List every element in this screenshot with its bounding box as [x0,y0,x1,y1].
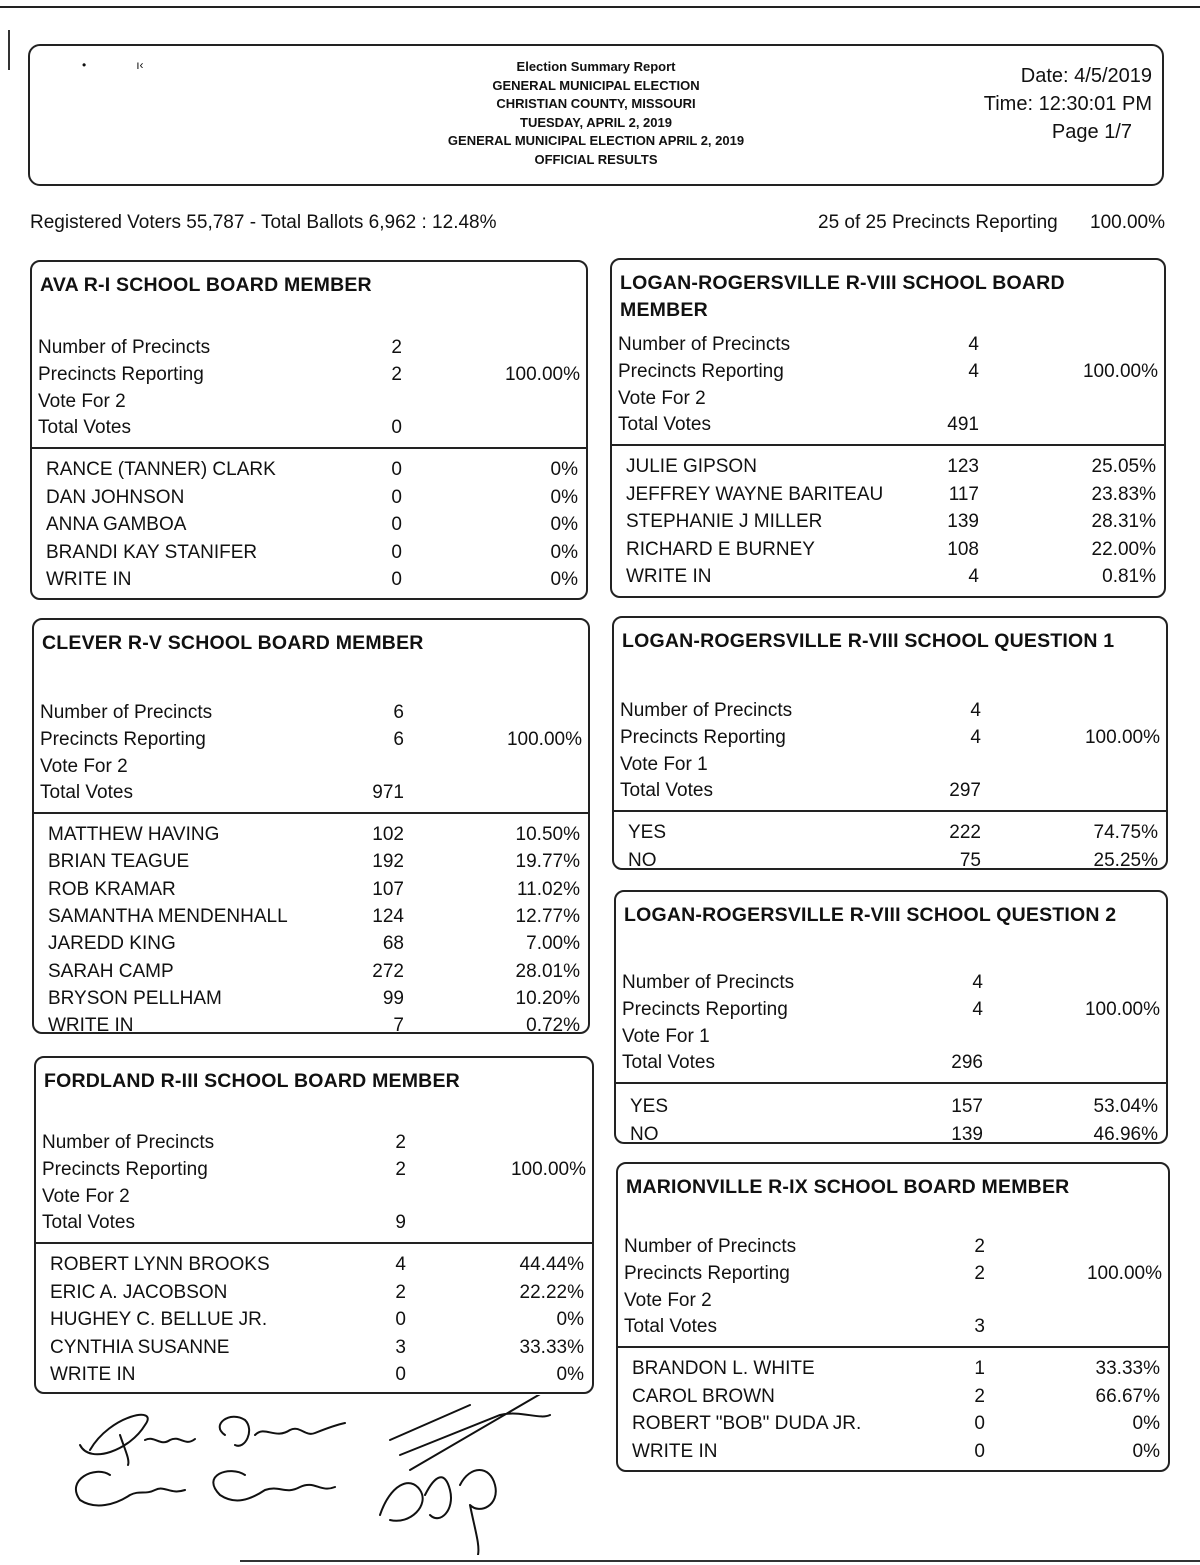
candidate-votes: 192 [372,851,404,873]
candidate-name: WRITE IN [48,1015,134,1037]
number-of-precincts-row [612,332,1164,358]
candidate-votes: 139 [951,1123,983,1145]
contest-box [612,616,1168,870]
candidate-name: DAN JOHNSON [46,486,185,508]
candidate-votes: 3 [395,1336,406,1358]
scan-mark [8,30,10,70]
contest-title [626,1174,1069,1201]
header-line: GENERAL MUNICIPAL ELECTION [492,77,700,93]
vote-for-row [612,386,1164,412]
precincts-reporting-percent: 100.00% [1084,999,1160,1020]
candidate-name: YES [628,822,667,843]
vote-for-row [34,754,588,780]
candidate-name: ANNA GAMBOA [46,514,187,535]
candidate-name: BRIAN TEAGUE [48,851,190,873]
candidate-votes: 117 [948,483,979,505]
total-votes-value: 297 [949,780,981,801]
number-of-precincts-label: Number of Precincts [624,1236,797,1257]
candidate-votes: 108 [947,538,979,560]
candidate-votes: 2 [395,1281,406,1303]
candidate-name: NO [628,849,657,871]
candidate-row [612,454,1164,480]
vote-for-label: Vote For 2 [40,756,128,777]
candidate-votes: 0 [391,459,402,480]
candidate-row [618,1439,1168,1465]
precincts-reporting-label: Precincts Reporting [618,361,784,382]
number-of-precincts-label: Number of Precincts [618,334,791,355]
contest-title-line: MARIONVILLE R-IX SCHOOL BOARD MEMBER [626,1176,1070,1198]
total-votes-row [32,415,586,441]
number-of-precincts-value: 4 [972,972,983,993]
candidate-votes: 0 [391,541,402,563]
candidate-name: JEFFREY WAYNE BARITEAU [626,483,884,505]
candidate-votes: 4 [968,566,979,587]
candidate-name: MATTHEW HAVING [48,824,220,845]
contest-title-line: CLEVER R-V SCHOOL BOARD MEMBER [42,632,424,654]
candidate-row [612,564,1164,590]
bottom-rule [240,1560,1200,1562]
candidate-percent: 11.02% [516,878,580,900]
candidate-votes: 0 [391,569,402,590]
vote-for-row [616,1024,1166,1050]
candidate-votes: 99 [382,987,404,1009]
candidate-percent: 74.75% [1093,822,1158,843]
precincts-reporting-row [36,1157,592,1183]
candidate-row [36,1252,592,1278]
number-of-precincts-value: 2 [391,337,402,358]
candidate-name: CYNTHIA SUSANNE [50,1336,230,1358]
candidate-row [32,567,586,593]
contest-title-line: FORDLAND R-III SCHOOL BOARD MEMBER [44,1070,460,1092]
total-votes-row [36,1210,592,1236]
candidate-votes: 0 [395,1364,406,1385]
precincts-reporting-percent: 100.00% [1082,361,1158,382]
vote-for-label: Vote For 2 [42,1186,130,1207]
header-line: GENERAL MUNICIPAL ELECTION APRIL 2, 2019 [447,133,745,148]
number-of-precincts-row [614,698,1166,724]
candidate-percent: 33.33% [519,1336,584,1358]
contest-divider [612,444,1164,446]
candidate-name: HUGHEY C. BELLUE JR. [50,1309,268,1330]
candidate-percent: 0% [550,569,578,590]
registered-voters-summary: Registered Voters 55,787 - Total Ballots 6,962 : 12.48% [30,212,497,233]
precincts-reporting-label: Precincts Reporting [40,729,206,750]
contest-box [610,258,1166,598]
total-votes-value: 9 [395,1212,406,1233]
precincts-reporting-row [34,727,588,753]
precincts-reporting-row [616,997,1166,1023]
candidate-votes: 157 [951,1096,983,1117]
precincts-reporting-label: Precincts Reporting [622,999,788,1020]
candidate-percent: 12.77% [515,905,580,927]
vote-for-row [32,389,586,415]
candidate-name: BRYSON PELLHAM [48,987,222,1009]
candidate-votes: 0 [395,1309,406,1330]
precincts-reporting-row [612,359,1164,385]
candidate-votes: 0 [391,486,402,508]
scan-dots: • ı‹ [82,58,144,72]
candidate-percent: 44.44% [519,1254,584,1275]
candidate-percent: 0% [556,1364,584,1385]
candidate-name: ROBERT "BOB" DUDA JR. [632,1413,862,1434]
precincts-reporting-summary: 25 of 25 Precincts Reporting [818,212,1058,233]
contest-title-line: LOGAN-ROGERSVILLE R-VIII SCHOOL BOARD [620,272,1065,294]
candidate-percent: 0% [550,486,578,508]
contest-box [30,260,588,600]
contest-title [620,270,1065,324]
candidate-row [34,959,588,985]
precincts-reporting-row [618,1261,1168,1287]
number-of-precincts-label: Number of Precincts [40,702,213,723]
candidate-percent: 66.67% [1095,1385,1160,1407]
candidate-name: BRANDON L. WHITE [632,1358,815,1379]
contest-box [32,618,590,1037]
precincts-reporting-row [32,362,586,388]
contest-box [616,1162,1170,1472]
candidate-row [618,1356,1168,1382]
candidate-row [614,848,1166,874]
total-votes-label: Total Votes [42,1212,135,1233]
number-of-precincts-value: 2 [974,1236,985,1257]
number-of-precincts-value: 2 [395,1132,406,1153]
candidate-row [616,1122,1166,1148]
total-votes-value: 3 [974,1316,985,1337]
candidate-percent: 10.50% [515,824,580,845]
precincts-reporting-percent: 100.00% [504,364,580,385]
candidate-votes: 124 [372,905,404,927]
number-of-precincts-value: 6 [393,702,404,723]
total-votes-value: 0 [391,417,402,438]
candidate-percent: 0% [1132,1413,1160,1434]
candidate-name: STEPHANIE J MILLER [626,511,823,532]
number-of-precincts-label: Number of Precincts [622,972,795,993]
vote-for-label: Vote For 2 [618,388,706,409]
number-of-precincts-row [32,335,586,361]
precincts-reporting-percent: 100.00% [506,729,582,750]
report-date: Date: 4/5/2019 [1020,65,1152,87]
candidate-name: WRITE IN [632,1440,718,1462]
report-time: Time: 12:30:01 PM [983,93,1152,115]
precincts-reporting-value: 6 [393,729,404,750]
candidate-percent: 22.00% [1091,538,1156,560]
candidate-name: RANCE (TANNER) CLARK [46,459,276,480]
header-line: TUESDAY, APRIL 2, 2019 [520,114,672,130]
candidate-row [614,820,1166,846]
candidate-row [612,482,1164,508]
candidate-percent: 22.22% [519,1281,584,1303]
candidate-row [34,877,588,903]
candidate-row [612,509,1164,535]
vote-for-row [618,1288,1168,1314]
candidate-row [612,537,1164,563]
candidate-name: NO [630,1123,659,1145]
candidate-name: CAROL BROWN [632,1385,775,1407]
total-votes-label: Total Votes [622,1052,715,1073]
header-line: Election Summary Report [516,59,676,74]
page-number: Page 1/7 [1051,121,1132,143]
precincts-reporting-label: Precincts Reporting [42,1159,208,1180]
contest-divider [36,1242,592,1244]
contest-title [44,1068,460,1095]
number-of-precincts-label: Number of Precincts [42,1132,215,1153]
candidate-row [36,1280,592,1306]
contest-divider [616,1082,1166,1084]
candidate-row [34,1013,588,1039]
top-rule [0,6,1200,8]
candidate-percent: 0% [550,541,578,563]
candidate-row [34,904,588,930]
vote-for-label: Vote For 2 [38,391,126,412]
candidate-name: ROB KRAMAR [48,878,176,900]
contest-divider [618,1346,1168,1348]
candidate-name: YES [630,1096,669,1117]
candidate-row [618,1411,1168,1437]
candidate-name: JAREDD KING [48,933,176,955]
candidate-percent: 46.96% [1093,1123,1158,1145]
contest-title [40,272,372,299]
vote-for-label: Vote For 1 [622,1026,710,1047]
candidate-percent: 10.20% [515,987,580,1009]
precincts-reporting-value: 2 [391,364,402,385]
candidate-votes: 0 [974,1413,985,1434]
candidate-row [36,1307,592,1333]
contest-title [622,628,1114,655]
header-line: CHRISTIAN COUNTY, MISSOURI [496,96,696,111]
total-votes-row [614,778,1166,804]
contest-box [614,890,1168,1144]
candidate-row [34,986,588,1012]
candidate-name: RICHARD E BURNEY [626,538,815,560]
candidate-row [34,822,588,848]
total-votes-row [618,1314,1168,1340]
precincts-reporting-label: Precincts Reporting [38,364,204,385]
precincts-reporting-percent: 100.00% [510,1159,586,1180]
candidate-percent: 28.01% [515,960,580,982]
number-of-precincts-row [34,700,588,726]
candidate-percent: 0% [550,459,578,480]
header-meta [984,62,1152,146]
candidate-percent: 53.04% [1093,1096,1158,1117]
candidate-votes: 68 [382,933,404,955]
candidate-name: ROBERT LYNN BROOKS [50,1254,270,1275]
candidate-votes: 139 [947,511,979,532]
candidate-percent: 7.00% [526,933,580,955]
candidate-percent: 25.25% [1093,849,1158,871]
contest-title [624,902,1116,929]
candidate-name: SAMANTHA MENDENHALL [48,905,288,927]
total-votes-label: Total Votes [38,417,131,438]
total-votes-value: 971 [372,782,404,803]
candidate-name: WRITE IN [50,1364,136,1385]
report-header [28,44,1164,186]
candidate-row [618,1384,1168,1410]
contest-divider [32,447,586,449]
candidate-percent: 0% [1132,1440,1160,1462]
precincts-reporting-value: 2 [974,1263,985,1284]
total-votes-row [616,1050,1166,1076]
candidate-percent: 28.31% [1091,511,1156,532]
candidate-percent: 0.72% [526,1015,580,1037]
candidate-percent: 0% [556,1309,584,1330]
candidate-votes: 7 [393,1015,404,1037]
number-of-precincts-label: Number of Precincts [620,700,793,721]
number-of-precincts-value: 4 [970,700,981,721]
precincts-reporting-row [614,725,1166,751]
candidate-percent: 0% [550,514,578,535]
candidate-name: WRITE IN [626,566,712,587]
contest-box [34,1056,594,1394]
total-votes-label: Total Votes [618,414,711,435]
candidate-name: BRANDI KAY STANIFER [46,541,258,563]
precincts-reporting-label: Precincts Reporting [624,1263,790,1284]
total-votes-label: Total Votes [620,780,713,801]
contest-title-line: MEMBER [620,299,708,321]
precincts-reporting-value: 4 [970,727,981,748]
contest-divider [34,812,588,814]
candidate-votes: 75 [959,849,981,871]
candidate-row [32,485,586,511]
number-of-precincts-row [36,1130,592,1156]
candidate-row [34,931,588,957]
candidate-row [616,1094,1166,1120]
header-line: OFFICIAL RESULTS [534,151,658,167]
official-signatures [50,1395,570,1555]
candidate-row [36,1335,592,1361]
contest-title-line: LOGAN-ROGERSVILLE R-VIII SCHOOL QUESTION 2 [624,904,1117,926]
candidate-row [36,1362,592,1388]
number-of-precincts-value: 4 [968,334,979,355]
candidate-row [32,512,586,538]
candidate-votes: 107 [372,878,404,900]
candidate-percent: 25.05% [1091,456,1156,477]
precincts-reporting-percent: 100.00% [1090,212,1166,233]
candidate-name: JULIE GIPSON [626,456,757,477]
number-of-precincts-row [618,1234,1168,1260]
precincts-reporting-label: Precincts Reporting [620,727,786,748]
precincts-reporting-value: 2 [395,1159,406,1180]
candidate-votes: 2 [974,1385,985,1407]
precincts-reporting-value: 4 [968,361,979,382]
total-votes-label: Total Votes [40,782,133,803]
candidate-votes: 1 [974,1358,985,1379]
precincts-reporting-value: 4 [972,999,983,1020]
candidate-percent: 23.83% [1091,483,1156,505]
candidate-name: SARAH CAMP [48,960,174,982]
candidate-votes: 0 [391,514,402,535]
total-votes-row [34,780,588,806]
total-votes-row [612,412,1164,438]
candidate-votes: 102 [372,824,404,845]
number-of-precincts-row [616,970,1166,996]
contest-divider [614,810,1166,812]
total-votes-value: 296 [951,1052,983,1073]
candidate-percent: 33.33% [1095,1358,1160,1379]
candidate-percent: 0.81% [1102,566,1156,587]
vote-for-row [614,752,1166,778]
candidate-votes: 123 [947,456,979,477]
candidate-row [34,849,588,875]
total-votes-label: Total Votes [624,1316,717,1337]
number-of-precincts-label: Number of Precincts [38,337,211,358]
candidate-name: ERIC A. JACOBSON [50,1281,228,1303]
precincts-reporting-percent: 100.00% [1086,1263,1162,1284]
candidate-row [32,540,586,566]
precincts-reporting-percent: 100.00% [1084,727,1160,748]
candidate-votes: 222 [949,822,981,843]
total-votes-value: 491 [947,414,979,435]
vote-for-label: Vote For 1 [620,754,708,775]
vote-for-label: Vote For 2 [624,1290,712,1311]
candidate-votes: 4 [395,1254,406,1275]
contest-title-line: AVA R-I SCHOOL BOARD MEMBER [40,274,372,296]
contest-title-line: LOGAN-ROGERSVILLE R-VIII SCHOOL QUESTION 1 [622,630,1115,652]
contest-title [42,630,424,657]
candidate-votes: 272 [372,960,404,982]
vote-for-row [36,1184,592,1210]
candidate-percent: 19.77% [515,851,580,873]
candidate-name: WRITE IN [46,569,132,590]
candidate-row [32,457,586,483]
candidate-votes: 0 [974,1440,985,1462]
